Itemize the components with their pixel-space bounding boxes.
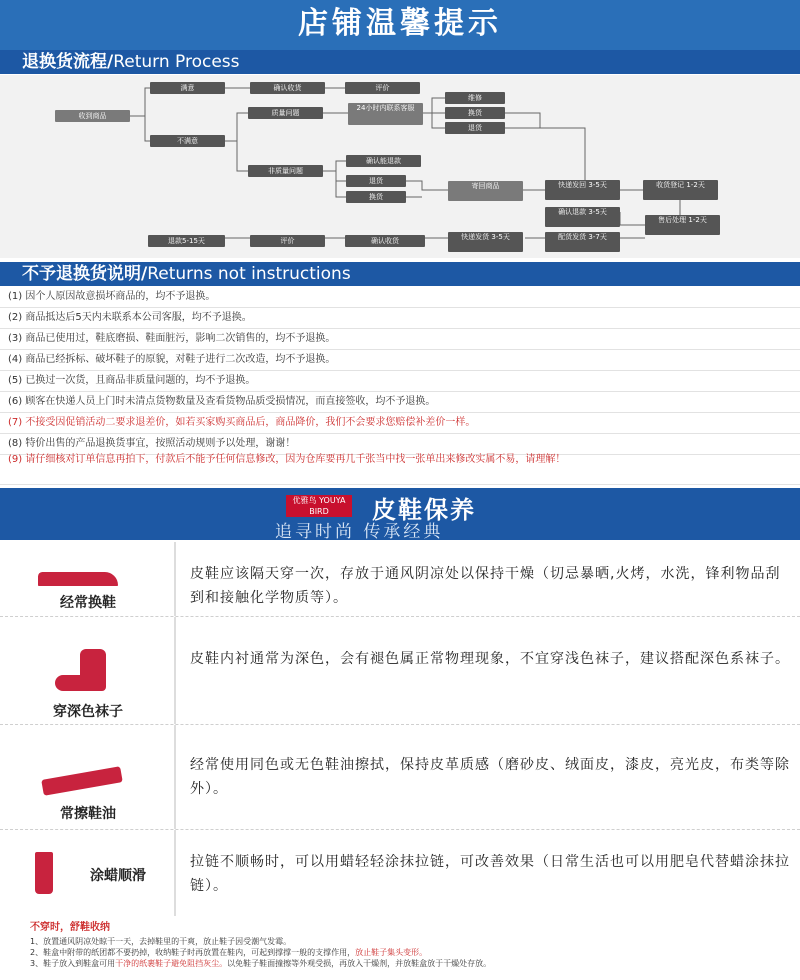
- node-confirm-return: 确认能退款: [346, 155, 421, 167]
- brand-logo: 优雅鸟 YOUYA BIRD: [286, 495, 352, 517]
- rules-list: [0, 287, 800, 485]
- care-row-dark-socks: [0, 617, 800, 725]
- rule-item: (4) 商品已经拆标、破坏鞋子的原貌，对鞋子进行二次改造，均不予退换。: [0, 350, 800, 371]
- care-text: 拉链不顺畅时，可以用蜡轻轻涂抹拉链，可改善效果（日常生活也可以用肥皂代替蜡涂抹拉链）。: [190, 854, 790, 894]
- node-exchange2: 换货: [346, 191, 406, 203]
- shoe-icon: [38, 572, 118, 586]
- care-label: 常擦鞋油: [60, 806, 116, 822]
- node-not-satisfied: 不满意: [150, 135, 225, 147]
- node-return2: 退货: [346, 175, 406, 187]
- node-evaluate: 评价: [250, 235, 325, 247]
- node-repair: 维修: [445, 92, 505, 104]
- node-no-quality: 质量问题: [248, 107, 323, 119]
- rules-section-title: [0, 262, 800, 286]
- rule-item: (8) 特价出售的产品退换货事宜，按照活动规则予以处理，谢谢！: [0, 434, 800, 455]
- care-header: [0, 488, 800, 540]
- rule-item: (3) 商品已使用过，鞋底磨损、鞋面脏污，影响二次销售的，均不予退换。: [0, 329, 800, 350]
- node-satisfied: 满意: [150, 82, 225, 94]
- node-confirm-refund: 确认退款 3-5天: [545, 207, 620, 227]
- rule-item: (6) 顾客在快递人员上门时未清点货物数量及查看货物品质受损情况，而直接签收，均不予退换。: [0, 392, 800, 413]
- process-title-en: Return Process: [113, 52, 240, 72]
- care-title: 皮鞋保养: [372, 496, 476, 524]
- rule-item: (9) 请仔细核对订单信息再拍下，付款后不能予任何信息修改，因为仓库要再几千张当中找一张单出来修改实属不易，请理解！: [0, 451, 800, 485]
- care-label: 涂蜡顺滑: [90, 868, 146, 884]
- return-process-diagram: [0, 75, 800, 258]
- care-row-shoe-polish: [0, 725, 800, 830]
- node-express-send: 快递发回 3-5天: [545, 180, 620, 200]
- note-item: 3、鞋子放入到鞋盒可用干净的纸裹鞋子避免阻挡灰尘。以免鞋子鞋面撞擦等外观受损，再放入干燥剂，并放鞋盒放于干燥处存放。: [30, 959, 492, 968]
- node-ship-send: 配货发货 3-7天: [545, 232, 620, 252]
- banner-title: 店铺温馨提示: [0, 0, 800, 50]
- rule-item: (2) 商品抵达后5天内未联系本公司客服，均不予退换。: [0, 308, 800, 329]
- node-after-sale: 售后处理 1-2天: [645, 215, 720, 235]
- node-review: 评价: [345, 82, 420, 94]
- care-row-change-shoes: [0, 542, 800, 617]
- rule-item: (7) 不接受因促销活动二要求退差价，如若买家购买商品后，商品降价，我们不会要求您赔偿补差价一样。: [0, 413, 800, 434]
- node-pack-send: 寄回商品: [448, 181, 523, 201]
- node-exchange: 换货: [445, 107, 505, 119]
- process-section-title: [0, 50, 800, 74]
- sock-foot-icon: [55, 675, 101, 691]
- rules-title-en: Returns not instructions: [147, 264, 351, 284]
- care-text: 皮鞋应该隔天穿一次，存放于通风阴凉处以保持干燥（切忌暴晒,火烤，水洗，锋利物品刮到和接触化学物质等）。: [190, 566, 781, 606]
- node-quality-issue: 非质量问题: [248, 165, 323, 177]
- care-label: 穿深色袜子: [53, 704, 123, 720]
- rule-item: (1) 因个人原因故意损坏商品的，均不予退换。: [0, 287, 800, 308]
- node-return: 退货: [445, 122, 505, 134]
- care-text: 经常使用同色或无色鞋油擦拭，保持皮革质感（磨砂皮、绒面皮，漆皮，亮光皮，布类等除外）。: [190, 757, 790, 797]
- notes-title: 不穿时，舒鞋收纳: [30, 922, 110, 933]
- node-register: 收货登记 1-2天: [643, 180, 718, 200]
- node-receive: 收到商品: [55, 110, 130, 122]
- node-confirm-receipt: 确认收货: [250, 82, 325, 94]
- process-title-cn: 退换货流程/: [22, 52, 114, 72]
- rule-item: (5) 已换过一次货，且商品非质量问题的，均不予退换。: [0, 371, 800, 392]
- node-refund-days: 退款5-15天: [148, 235, 225, 247]
- care-subtitle: 追寻时尚 传承经典: [275, 522, 444, 542]
- node-confirm-receipt2: 确认收货: [345, 235, 425, 247]
- care-row-wax-zipper: [0, 830, 800, 916]
- note-item: 1、放置通风阴凉处晾干一天，去掉鞋里的干爽，放止鞋子因受潮气发霉。: [30, 937, 292, 946]
- node-express-back: 快递发货 3-5天: [448, 232, 523, 252]
- care-label: 经常换鞋: [60, 595, 116, 611]
- care-text: 皮鞋内衬通常为深色，会有褪色属正常物理现象，不宜穿浅色袜子，建议搭配深色系袜子。: [190, 651, 790, 667]
- node-contact-24h: 24小时内联系客服: [348, 103, 423, 125]
- note-item: 2、鞋盒中附带的纸团都不要扔掉，收纳鞋子时再放置在鞋内，可起到撑撑一般的支撑作用，放止鞋子集头变形。: [30, 948, 428, 957]
- rules-title-cn: 不予退换货说明/: [22, 264, 148, 284]
- storage-notes: [0, 920, 800, 980]
